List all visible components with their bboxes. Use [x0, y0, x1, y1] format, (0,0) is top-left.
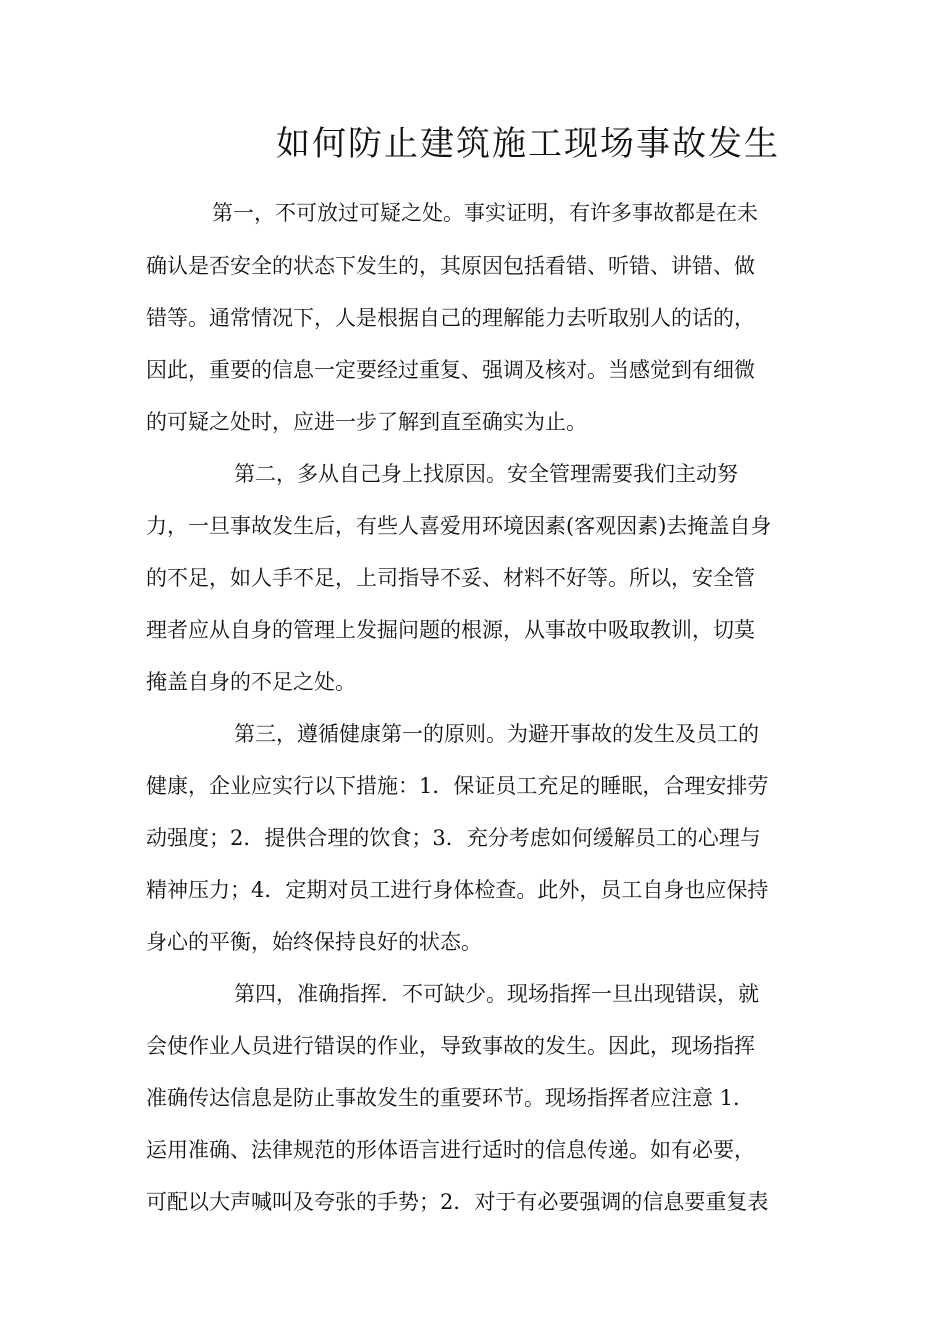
paragraph-1-line-3: 错等。通常情况下，人是根据自己的理解能力去听取别人的话的， [146, 306, 755, 330]
paragraph-4-line-1: 第四，准确指挥．不可缺少。现场指挥一旦出现错误，就 [234, 982, 759, 1006]
paragraph-1-line-4: 因此，重要的信息一定要经过重复、强调及核对。当感觉到有细微 [146, 358, 755, 382]
paragraph-2-line-4: 理者应从自身的管理上发掘问题的根源，从事故中吸取教训，切莫 [146, 618, 755, 642]
paragraph-2-line-1: 第二，多从自己身上找原因。安全管理需要我们主动努 [234, 462, 738, 486]
paragraph-4-line-4: 运用准确、法律规范的形体语言进行适时的信息传递。如有必要， [146, 1138, 755, 1162]
paragraph-2-line-2: 力，一旦事故发生后，有些人喜爱用环境因素(客观因素)去掩盖自身 [146, 514, 772, 538]
paragraph-3-line-4: 精神压力；4．定期对员工进行身体检查。此外，员工自身也应保持 [146, 878, 769, 902]
paragraph-1-line-2: 确认是否安全的状态下发生的，其原因包括看错、听错、讲错、做 [146, 254, 755, 278]
paragraph-2-line-3: 的不足，如人手不足，上司指导不妥、材料不好等。所以，安全管 [146, 566, 755, 590]
paragraph-4-line-2: 会使作业人员进行错误的作业，导致事故的发生。因此，现场指挥 [146, 1034, 755, 1058]
paragraph-1-line-1: 第一，不可放过可疑之处。事实证明，有许多事故都是在未 [212, 201, 758, 225]
paragraph-1-line-5: 的可疑之处时，应进一步了解到直至确实为止。 [146, 410, 587, 434]
paragraph-3-line-2: 健康，企业应实行以下措施：1．保证员工充足的睡眠，合理安排劳 [146, 774, 769, 798]
paragraph-3-line-1: 第三，遵循健康第一的原则。为避开事故的发生及员工的 [234, 722, 759, 746]
paragraph-2-line-5: 掩盖自身的不足之处。 [146, 670, 356, 694]
paragraph-4-line-5: 可配以大声喊叫及夸张的手势；2．对于有必要强调的信息要重复表 [146, 1190, 769, 1214]
paragraph-4-line-3: 准确传达信息是防止事故发生的重要环节。现场指挥者应注意 1． [146, 1086, 755, 1110]
paragraph-3-line-3: 动强度；2．提供合理的饮食；3．充分考虑如何缓解员工的心理与 [146, 826, 761, 850]
document-title: 如何防止建筑施工现场事故发生 [276, 124, 780, 164]
paragraph-3-line-5: 身心的平衡，始终保持良好的状态。 [146, 930, 482, 954]
